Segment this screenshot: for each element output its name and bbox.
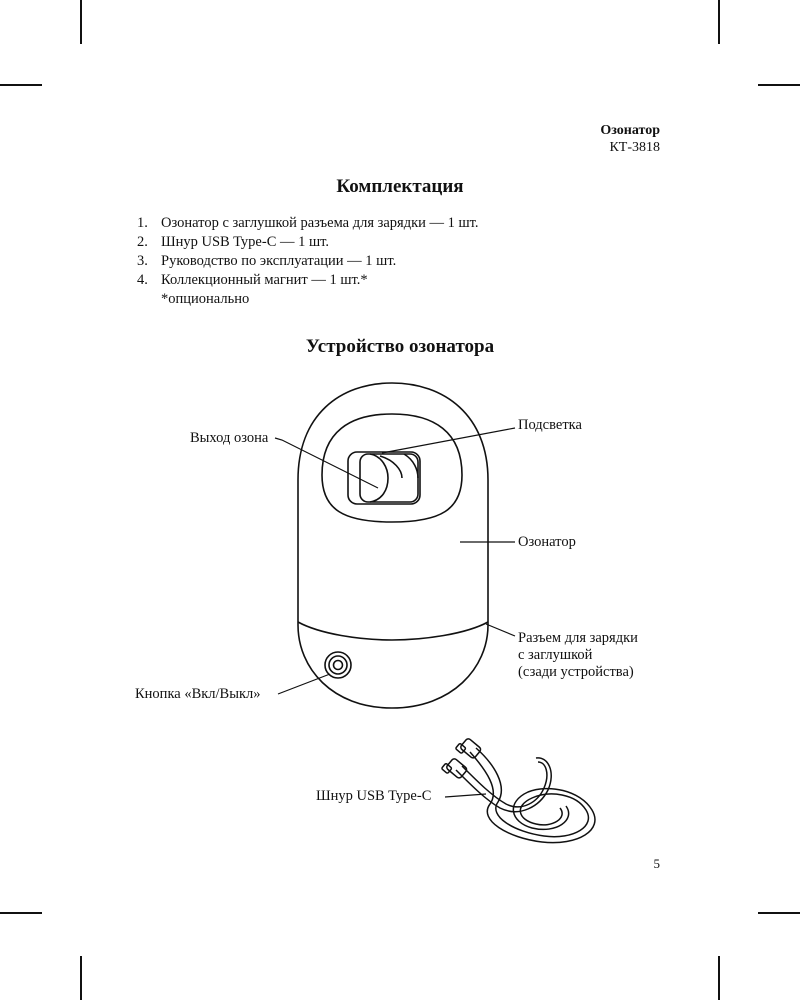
list-item-text: Руководство по эксплуатации — 1 шт. (161, 253, 397, 269)
optional-note: *опционально (161, 291, 250, 307)
label-ozonator: Озонатор (518, 534, 576, 550)
product-name: Озонатор (600, 123, 660, 138)
leader-usb-cable (445, 794, 486, 797)
charging-port-line-1: Разъем для зарядки (518, 630, 638, 646)
list-item-number: 2. (137, 234, 148, 250)
window-outline (322, 414, 462, 522)
list-item-text: Шнур USB Type-C — 1 шт. (161, 234, 330, 250)
charging-port-line-2: с заглушкой (518, 647, 593, 663)
list-item-number: 3. (137, 253, 148, 269)
charging-port-line-3: (сзади устройства) (518, 664, 634, 680)
usb-cable-illustration (441, 738, 595, 843)
device-title: Устройство озонатора (305, 336, 495, 357)
list-item-text: Коллекционный магнит — 1 шт.* (161, 272, 368, 288)
label-power-button: Кнопка «Вкл/Выкл» (135, 686, 261, 702)
page-number: 5 (653, 856, 660, 871)
contents-title: Комплектация (336, 176, 464, 197)
label-ozone-outlet: Выход озона (190, 430, 269, 446)
leader-charging-port (486, 624, 515, 636)
label-backlight: Подсветка (518, 417, 582, 433)
leader-backlight (382, 428, 515, 453)
list-item-number: 1. (137, 215, 148, 231)
list-item-number: 4. (137, 272, 148, 288)
label-charging-port (518, 630, 638, 681)
list-item-text: Озонатор с заглушкой разъема для зарядки — 1 шт. (161, 215, 479, 231)
leader-power-button (278, 674, 330, 694)
model-number: КТ-3818 (609, 140, 660, 155)
leader-ozone-outlet (275, 438, 378, 488)
base-divider-line (298, 622, 488, 640)
label-usb-cable: Шнур USB Type-C (316, 788, 432, 804)
